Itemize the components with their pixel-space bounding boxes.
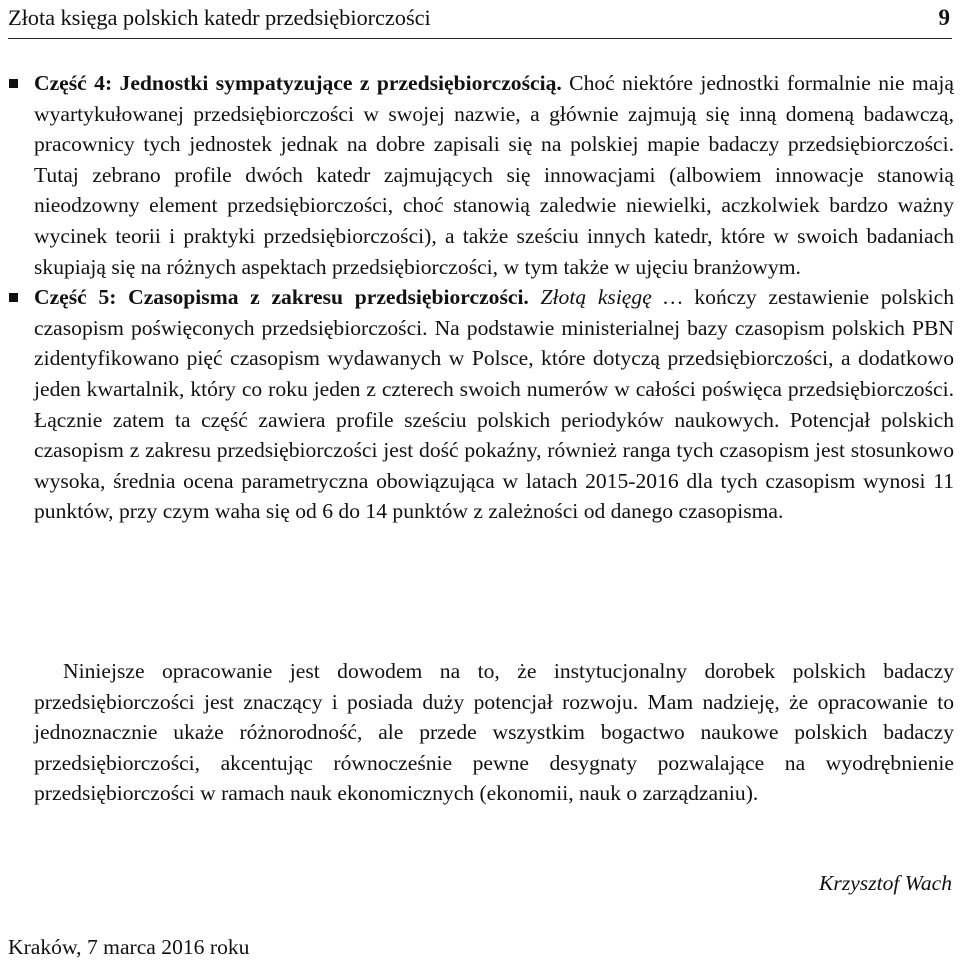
closing-section <box>34 656 954 809</box>
square-bullet-icon <box>9 79 18 88</box>
author-signature: Krzysztof Wach <box>819 871 952 895</box>
bullet-lead: Część 5: Czasopisma z zakresu przedsiębiorczości. <box>34 285 529 310</box>
page-number: 9 <box>938 5 950 30</box>
place-and-date: Kraków, 7 marca 2016 roku <box>8 935 250 959</box>
square-bullet-icon <box>9 293 18 302</box>
running-title: Złota księga polskich katedr przedsiębiorczości <box>8 5 431 30</box>
page-header <box>8 4 952 39</box>
bullet-text: Choć niektóre jednostki formalnie nie mają wyartykułowanej przedsiębiorczości w swojej nazwie, a głównie zajmują się inną domeną badawczą, pracownicy tych jednostek jednak na dobre zapisali się na polskiej mapie badaczy przedsiębiorczości. Tutaj zebrano profile dwóch katedr zajmujących się innowacjami (albowiem innowacje stanowią nieodzowny element przedsiębiorczości, choć stanowią zaledwie niewielki, aczkolwiek bardzo ważny wycinek teorii i praktyki przedsiębiorczości), a także sześciu innych katedr, które w swoich badaniach skupiają się na różnych aspektach przedsiębiorczości, w tym także w ujęciu branżowym. <box>34 71 954 279</box>
bullet-text: kończy zestawienie polskich czasopism poświęconych przedsiębiorczości. Na podstawie ministerialnej bazy czasopism polskich PBN zidentyfikowano pięć czasopism wydawanych w Polsce, które dotyczą przedsiębiorczości, a dodatkowo jeden kwartalnik, który co roku jeden z czterech swoich numerów w całości poświęca przedsiębiorczości. Łącznie zatem ta część zawiera profile sześciu polskich periodyków naukowych. Potencjał polskich czasopism z zakresu przedsiębiorczości jest dość pokaźny, również ranga tych czasopism jest stosunkowo wysoka, średnia ocena parametryczna obowiązująca w latach 2015-2016 dla tych czasopism wynosi 11 punktów, przy czym waha się od 6 do 14 punktów z zależności od danego czasopisma. <box>34 285 954 524</box>
bullet-list <box>34 68 954 527</box>
closing-paragraph: Niniejsze opracowanie jest dowodem na to, że instytucjonalny dorobek polskich badaczy przedsiębiorczości jest znaczący i posiada duży potencjał rozwoju. Mam nadzieję, że opracowanie to jednoznacznie ukaże różnorodność, ale przede wszystkim bogactwo naukowe polskich badaczy przedsiębiorczości, akcentując równocześnie pewne desygnaty pozwalające na wyodrębnienie przedsiębiorczości w ramach nauk ekonomicznych (ekonomii, nauk o zarządzaniu). <box>34 659 954 806</box>
bullet-item-part-5 <box>34 282 954 527</box>
bullet-item-part-4 <box>34 68 954 282</box>
bullet-lead: Część 4: Jednostki sympatyzujące z przedsiębiorczością. <box>34 71 562 95</box>
book-title-italic: Złotą księgę … <box>528 285 683 310</box>
